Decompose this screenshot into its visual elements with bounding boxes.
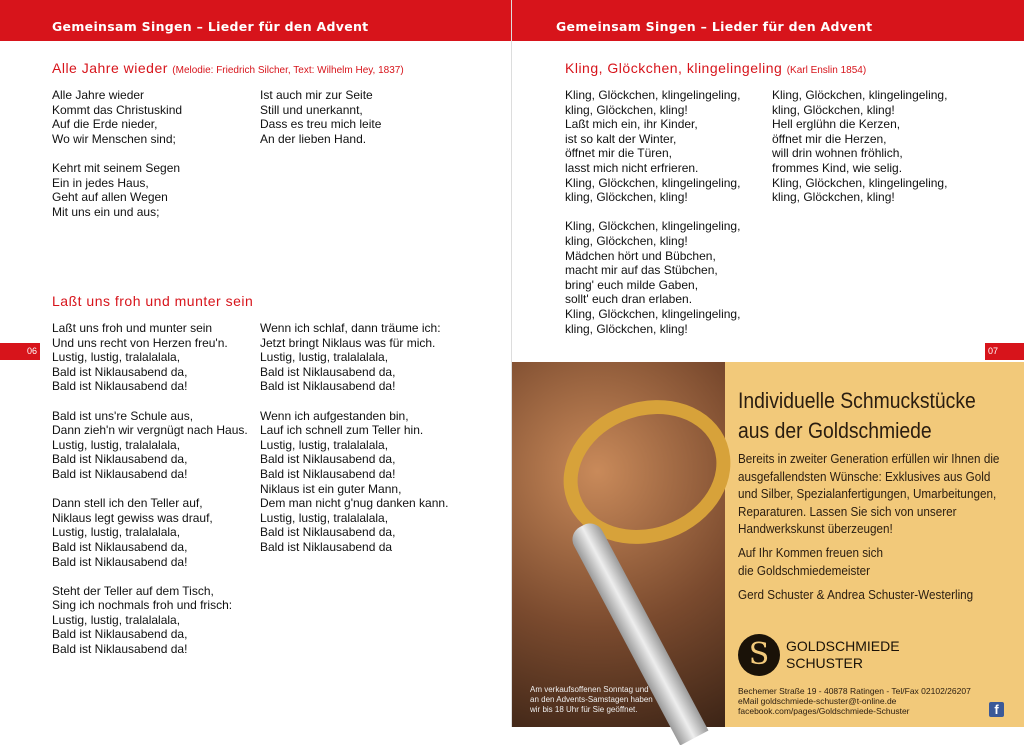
song-title: Alle Jahre wieder [52,60,168,76]
opening-hours-note: Am verkaufsoffenen Sonntag und an den Advents-Samstagen haben wir bis 18 Uhr für Sie geöffnet. [530,685,653,714]
ad-names: Gerd Schuster & Andrea Schuster-Westerling [738,587,974,602]
contact-info: Bechemer Straße 19 - 40878 Ratingen - Tel/Fax 02102/26207 eMail goldschmiede-schuster@t-online.de facebook.com/pages/Goldschmiede-Schuster [738,686,971,716]
song-title-kling-gloeckchen [565,60,866,76]
lyrics-column: Kling, Glöckchen, klingelingeling, kling, Glöckchen, kling! Laßt mich ein, ihr Kinder, ist so kalt der Winter, öffnet mir die Türen, lasst mich nicht erfrieren. Kling, Glöckchen, klingelingeling, kling, Glöckchen, kling! Kling, Glöckchen, klingelingeling, kling, Glöckchen, kling! Mädchen hört und Bübchen, macht mir auf das Stübchen, bring' euch milde Gaben, sollt' euch dran erlaben. Kling, Glöckchen, klingelingeling, kling, Glöckchen, kling! [565,88,741,336]
lyrics-column: Kling, Glöckchen, klingelingeling, kling, Glöckchen, kling! Hell erglühn die Kerzen, öffnet mir die Herzen, will drin wohnen fröhlich, frommes Kind, wie selig. Kling, Glöckchen, klingelingeling, kling, Glöckchen, kling! [772,88,948,205]
lyrics-column: Ist auch mir zur Seite Still und unerkannt, Dass es treu mich leite An der lieben Hand. [260,88,382,146]
song-credit: (Karl Enslin 1854) [786,65,867,76]
facebook-icon[interactable]: f [989,702,1004,717]
song-title: Kling, Glöckchen, klingelingeling [565,60,783,76]
ad-headline: Individuelle Schmuckstücke aus der Goldschmiede [738,388,976,443]
song-title-alle-jahre [52,60,404,76]
goldschmiede-logo-icon: S [738,634,780,676]
header-title-right: Gemeinsam Singen – Lieder für den Advent [556,19,873,34]
song-credit: (Melodie: Friedrich Silcher, Text: Wilhelm Hey, 1837) [172,65,404,76]
header-left [0,0,511,41]
lyrics-column: Wenn ich schlaf, dann träume ich: Jetzt bringt Niklaus was für mich. Lustig, lustig, tralalalala, Bald ist Niklausabend da, Bald ist Niklausabend da! Wenn ich aufgestanden bin, Lauf ich schnell zum Teller hin. Lustig, lustig, tralalalala, Bald ist Niklausabend da, Bald ist Niklausabend da! Niklaus ist ein guter Mann, Dem man nicht g'nug danken kann. Lustig, lustig, tralalalala, Bald ist Niklausabend da, Bald ist Niklausabend da [260,321,449,554]
logo-text: GOLDSCHMIEDE SCHUSTER [786,638,900,671]
ad-welcome: Auf Ihr Kommen freuen sich die Goldschmiedemeister [738,545,884,578]
header-title-left: Gemeinsam Singen – Lieder für den Advent [52,19,369,34]
ad-body: Bereits in zweiter Generation erfüllen wir Ihnen die ausgefallendsten Wünsche: Exklusives aus Gold und Silber, Spezialanfertigungen, Umarbeitungen, Reparaturen. Lassen Sie sich von unserer Handwerkskunst überzeugen! [738,451,1000,536]
page-number-left: 06 [0,343,40,360]
page-number-right: 07 [985,343,1024,360]
song-title-lasst-uns: Laßt uns froh und munter sein [52,293,254,309]
header-right [512,0,1024,41]
lyrics-column: Laßt uns froh und munter sein Und uns recht von Herzen freu'n. Lustig, lustig, tralalalala, Bald ist Niklausabend da, Bald ist Niklausabend da! Bald ist uns're Schule aus, Dann zieh'n wir vergnügt nach Haus. Lustig, lustig, tralalalala, Bald ist Niklausabend da, Bald ist Niklausabend da! Dann stell ich den Teller auf, Niklaus legt gewiss was drauf, Lustig, lustig, tralalalala, Bald ist Niklausabend da, Bald ist Niklausabend da! Steht der Teller auf dem Tisch, Sing ich nochmals froh und frisch: Lustig, lustig, tralalalala, Bald ist Niklausabend da, Bald ist Niklausabend da! [52,321,248,657]
ring-photo [512,362,725,727]
lyrics-column: Alle Jahre wieder Kommt das Christuskind Auf die Erde nieder, Wo wir Menschen sind; Kehrt mit seinem Segen Ein in jedes Haus, Geht auf allen Wegen Mit uns ein und aus; [52,88,183,219]
goldsmith-advertisement [512,362,1024,727]
